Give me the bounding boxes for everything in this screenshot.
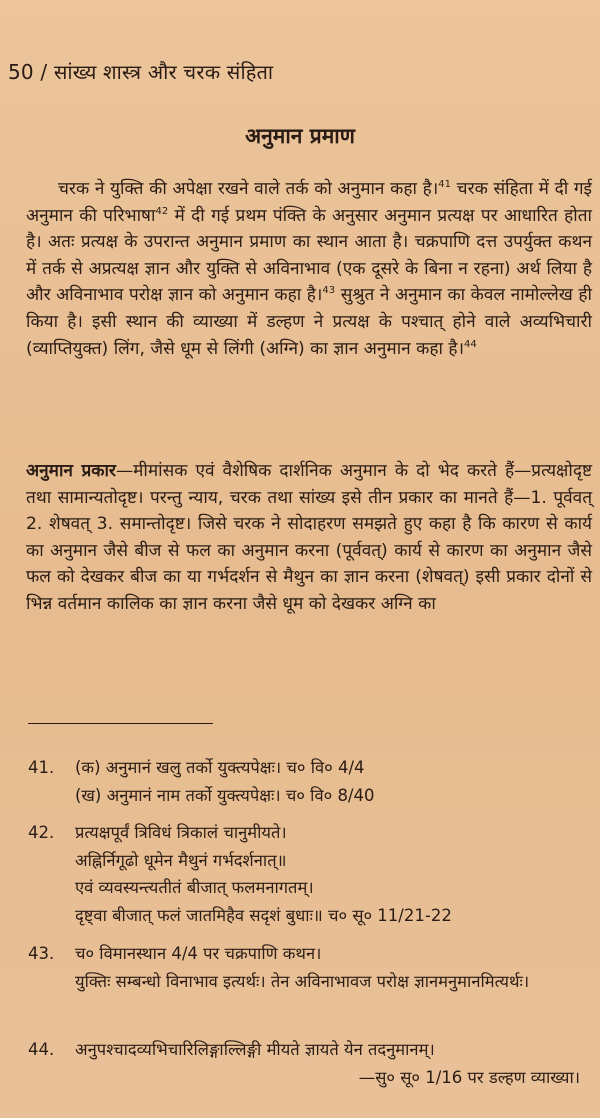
paragraph-2-lead: अनुमान प्रकार xyxy=(26,461,116,481)
footnote-42-line-3: एवं व्यवस्यन्त्यतीतं बीजात् फलमनागतम्। xyxy=(75,878,314,897)
page-header: 50 / सांख्य शास्त्र और चरक संहिता xyxy=(8,60,274,84)
footnote-ref-44: 44 xyxy=(464,338,477,350)
footnote-ref-41: 41 xyxy=(438,179,451,190)
footnote-43-line-1: च० विमानस्थान 4/4 पर चक्रपाणि कथन। xyxy=(75,944,322,963)
footnote-42-line-2: अह्निर्निगूढो धूमेन मैथुनं गर्भदर्शनात्॥ xyxy=(75,850,287,870)
section-title: अनुमान प्रमाण xyxy=(245,124,355,148)
paragraph-1-text-2: चरक संहिता में दी गई अनुमान की परिभाषा xyxy=(26,179,592,226)
footnote-42-line-4: दृष्ट्वा बीजात् फलं जातमिहैव सदृशं बुधाः॥ च० सू० 11/21-22 xyxy=(75,905,452,925)
paragraph-2-text: —मीमांसक एवं वैशेषिक दार्शनिक अनुमान के दो भेद करते हैं—प्रत्यक्षोदृष्ट तथा सामान्यतोदृष्ट। परन्तु न्याय, चरक तथा सांख्य इसे तीन प्रकार का मानते हैं—1. पूर्ववत् 2. शेषवत् 3. समान्तोदृष्ट। जिसे चरक ने सोदाहरण समझते हुए कहा है कि कारण से कार्य का अनुमान जैसे बीज से फल का अनुमान करना (पूर्ववत्) कार्य से कारण का अनुमान जैसे फल को देखकर बीज का या गर्भदर्शन से मैथुन का ज्ञान करना (शेषवत्) इसी प्रकार दोनों से भिन्न वर्तमान कालिक का ज्ञान करना जैसे धूम को देखकर अग्नि का xyxy=(26,461,592,614)
footnote-41-number: 41. xyxy=(28,758,55,777)
paragraph-1-text: चरक ने युक्ति की अपेक्षा रखने वाले तर्क को अनुमान कहा है। xyxy=(58,179,439,199)
footnote-44-line-1: अनुपश्चादव्यभिचारिलिङ्गाल्लिङ्गी मीयते ज्ञायते येन तदनुमानम्। xyxy=(75,1040,435,1059)
paragraph-1-text-3: में दी गई प्रथम पंक्ति के अनुसार अनुमान प्रत्यक्ष पर आधारित होता है। अतः प्रत्यक्ष के उपरान्त अनुमान प्रमाण का स्थान आता है। चक्रपाणि दत्त उपर्युक्त कथन में तर्क से अप्रत्यक्ष ज्ञान और युक्ति से अविनाभाव (एक दूसरे के बिना न रहना) अर्थ लिया है और अविनाभाव परोक्ष ज्ञान को अनुमान कहा है। xyxy=(26,205,593,306)
footnote-44-source: —सु० सू० 1/16 पर डल्हण व्याख्या। xyxy=(358,1067,580,1087)
footnote-42 xyxy=(28,819,588,929)
footnote-43-line-2: युक्तिः सम्बन्धो विनाभाव इत्यर्थः। तेन अविनाभावज परोक्ष ज्ञानमनुमानमित्यर्थः। xyxy=(75,971,530,991)
footnote-ref-42: 42 xyxy=(155,205,169,217)
footnote-42-number: 42. xyxy=(28,823,55,842)
paragraph-1 xyxy=(26,176,592,362)
footnote-42-line-1: प्रत्यक्षपूर्वं त्रिविधं त्रिकालं चानुमीयते। xyxy=(75,823,287,842)
footnote-41 xyxy=(28,754,588,809)
paragraph-1-text-4: सुश्रुत ने अनुमान का केवल नामोल्लेख ही किया है। इसी स्थान की व्याख्या में डल्हण ने प्रत्यक्ष के पश्चात् होने वाले अव्यभिचारी (व्याप्तियुक्त) लिंग, जैसे धूम से लिंगी (अग्नि) का ज्ञान अनुमान कहा है। xyxy=(26,285,592,359)
footnote-ref-43: 43 xyxy=(322,285,336,297)
footnote-41-line-2: (ख) अनुमानं नाम तर्को युक्त्यपेक्षः। च० वि० 8/40 xyxy=(75,785,375,805)
footnote-divider xyxy=(28,723,213,724)
footnote-44-number: 44. xyxy=(28,1040,55,1059)
footnote-41-line-1: (क) अनुमानं खलु तर्को युक्त्यपेक्षः। च० वि० 4/4 xyxy=(75,758,365,777)
footnote-43-number: 43. xyxy=(28,944,55,963)
footnote-44 xyxy=(28,1036,588,1091)
footnote-43 xyxy=(28,940,588,995)
paragraph-2 xyxy=(26,458,592,618)
